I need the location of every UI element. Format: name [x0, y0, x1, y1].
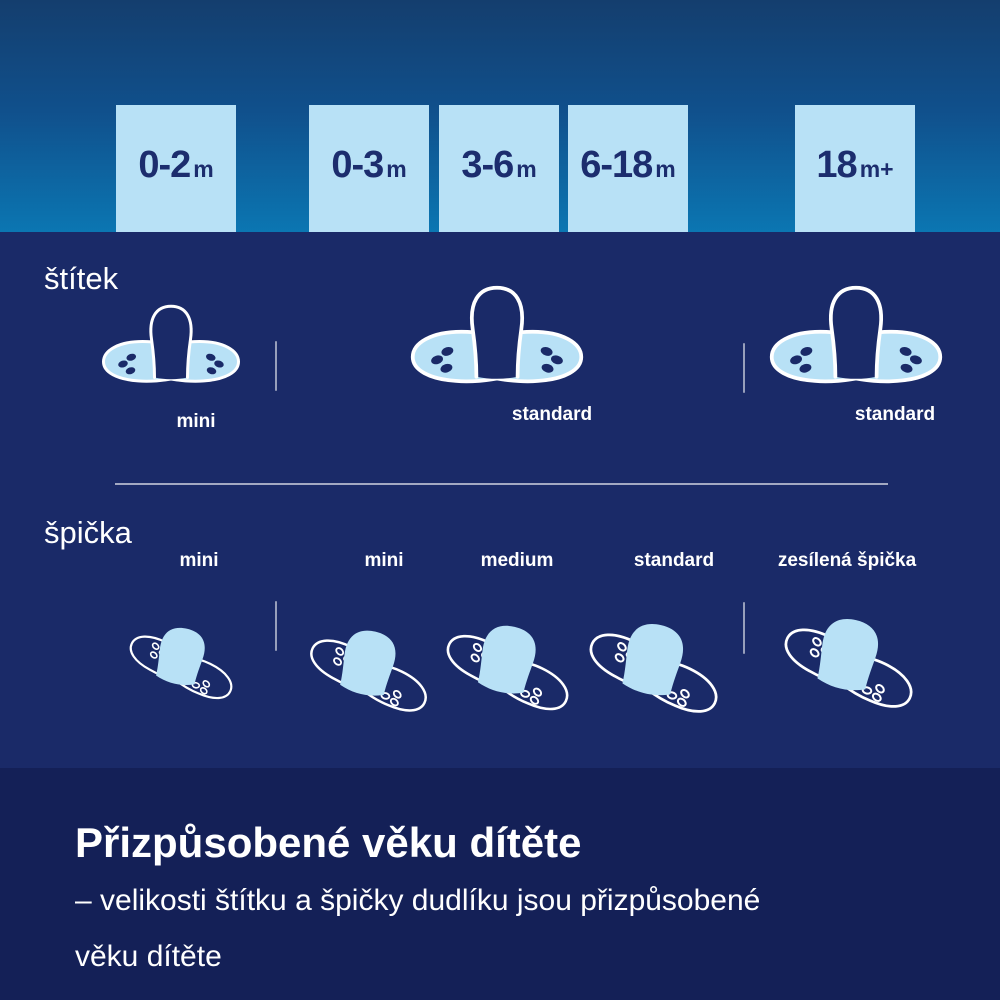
- pacifier-tip-standard-icon: [576, 617, 731, 726]
- pacifier-shield-standard-icon: [403, 284, 591, 387]
- tip-size-label: standard: [633, 550, 715, 571]
- pacifier-tip-mini-icon: [298, 624, 439, 724]
- age-box-0-3m: [309, 105, 429, 232]
- tip-size-label: mini: [179, 550, 219, 571]
- age-range-text: 18: [816, 144, 857, 186]
- age-range-text: 0-3: [331, 144, 384, 186]
- age-unit-text: m: [386, 156, 407, 182]
- age-box-6-18m: [568, 105, 688, 232]
- age-range-text: 6-18: [580, 144, 653, 186]
- tip-size-label: medium: [480, 550, 554, 571]
- column-divider: [743, 343, 745, 393]
- footer-subtitle-line2: věku dítěte: [75, 940, 222, 973]
- shield-size-label: mini: [176, 411, 216, 432]
- age-range-text: 0-2: [138, 144, 191, 186]
- column-divider: [275, 601, 277, 651]
- age-unit-text: m: [516, 156, 537, 182]
- age-box-0-2m: [116, 105, 236, 232]
- column-divider: [743, 602, 745, 654]
- column-divider: [275, 341, 277, 391]
- age-unit-text: m+: [859, 156, 894, 182]
- tip-size-label: zesílená špička: [777, 550, 917, 571]
- age-box-18m-plus: [795, 105, 915, 232]
- age-unit-text: m: [193, 156, 214, 182]
- footer-title: Přizpůsobené věku dítěte: [75, 819, 582, 866]
- shield-size-label: standard: [854, 404, 936, 425]
- pacifier-shield-mini-icon: [96, 303, 246, 386]
- age-box-3-6m: [439, 105, 559, 232]
- pacifier-tip-medium-icon: [434, 619, 581, 723]
- tip-size-label: mini: [364, 550, 404, 571]
- shield-size-label: standard: [511, 404, 593, 425]
- age-range-text: 3-6: [461, 144, 514, 186]
- row-divider: [115, 483, 888, 485]
- pacifier-tip-reinforced-icon: [771, 612, 926, 721]
- footer-subtitle-line1: – velikosti štítku a špičky dudlíku jsou přizpůsobené: [75, 884, 761, 917]
- shield-row-label: štítek: [44, 261, 119, 296]
- pacifier-shield-standard-icon: [762, 284, 950, 387]
- age-unit-text: m: [655, 156, 676, 182]
- pacifier-tip-mini-icon: [119, 622, 243, 710]
- tip-row-label: špička: [44, 515, 132, 550]
